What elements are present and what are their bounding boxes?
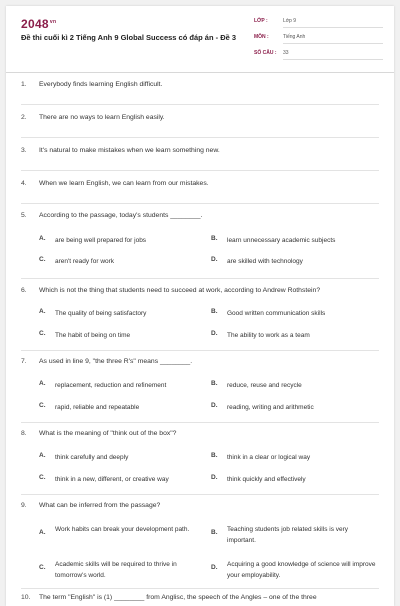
question-text: When we learn English, we can learn from our mistakes. [39,180,209,187]
option-text: think in a new, different, or creative way [55,476,169,483]
meta-label: MÔN : [254,34,269,40]
question-number: 3. [21,147,27,154]
meta-question-count [254,49,384,61]
option-text: rapid, reliable and repeatable [55,404,140,411]
meta-value: Tiếng Anh [283,34,383,44]
option-text: The ability to work as a team [227,332,310,339]
exam-title: Đề thi cuối kì 2 Tiếng Anh 9 Global Success có đáp án - Đề 3 [21,33,237,42]
divider [21,494,379,495]
question-text: What can be inferred from the passage? [39,502,161,509]
divider [21,170,379,171]
option-letter: B. [211,380,218,387]
logo-text: 2048 [21,17,49,31]
option-letter: C. [39,474,46,481]
option-text: are skilled with technology [227,258,303,265]
option-letter: D. [211,474,218,481]
site-logo[interactable] [21,17,56,31]
divider [21,137,379,138]
question-text: Everybody finds learning English difficult. [39,81,163,88]
question-number: 4. [21,180,27,187]
question-number: 1. [21,81,27,88]
meta-value: Lớp 9 [283,18,383,28]
option-letter: C. [39,256,46,263]
question-text: There are no ways to learn English easily. [39,114,165,121]
option-letter: C. [39,564,46,571]
option-letter: A. [39,452,46,459]
option-text: The quality of being satisfactory [55,310,147,317]
option-text: learn unnecessary academic subjects [227,237,336,244]
question-number: 7. [21,358,27,365]
option-letter: B. [211,308,218,315]
question-text: As used in line 9, "the three R's" means ________. [39,358,193,365]
question-number: 6. [21,287,27,294]
option-text: aren't ready for work [55,258,115,265]
option-text: think in a clear or logical way [227,454,311,461]
option-text: Teaching students job related skills is very important. [227,526,349,544]
meta-class [254,17,384,29]
question-text: It's natural to make mistakes when we learn something new. [39,147,220,154]
option-letter: A. [39,235,46,242]
option-letter: C. [39,330,46,337]
option-text: Acquiring a good knowledge of science will improve your employability. [227,561,376,579]
option-letter: D. [211,330,218,337]
divider [21,104,379,105]
question-text: What is the meaning of "think out of the box"? [39,430,177,437]
option-text: Academic skills will be required to thrive in tomorrow's world. [55,561,177,579]
question-text: According to the passage, today's students ________. [39,212,203,219]
divider [21,203,379,204]
option-letter: A. [39,380,46,387]
meta-label: LỚP : [254,18,268,24]
option-text: Work habits can break your development path. [55,526,190,533]
option-text: think carefully and deeply [55,454,129,461]
option-letter: A. [39,308,46,315]
option-text: replacement, reduction and refinement [55,382,167,389]
option-text: are being well prepared for jobs [55,237,147,244]
option-text: reduce, reuse and recycle [227,382,302,389]
option-text: Good written communication skills [227,310,326,317]
divider [21,588,379,589]
question-number: 8. [21,430,27,437]
divider [21,422,379,423]
option-letter: C. [39,402,46,409]
option-text: reading, writing and arithmetic [227,404,314,411]
option-letter: B. [211,235,218,242]
option-letter: D. [211,402,218,409]
option-letter: B. [211,452,218,459]
divider [21,350,379,351]
option-letter: A. [39,529,46,536]
question-text: The term "English" is (1) ________ from Anglisc, the speech of the Angles – one of the three [39,594,317,601]
question-number: 2. [21,114,27,121]
meta-label: SỐ CÂU : [254,50,277,56]
question-number: 9. [21,502,27,509]
meta-value: 33 [283,50,383,60]
question-number: 5. [21,212,27,219]
exam-header [6,6,394,73]
option-text: The habit of being on time [55,332,131,339]
logo-suffix: vn [49,19,57,25]
option-letter: D. [211,564,218,571]
option-letter: D. [211,256,218,263]
meta-subject [254,33,384,45]
question-text: Which is not the thing that students need to succeed at work, according to Andrew Rothstein? [39,287,321,294]
question-number: 10. [21,594,31,601]
option-letter: B. [211,529,218,536]
divider [21,278,379,279]
option-text: think quickly and effectively [227,476,306,483]
exam-sheet [6,6,394,606]
